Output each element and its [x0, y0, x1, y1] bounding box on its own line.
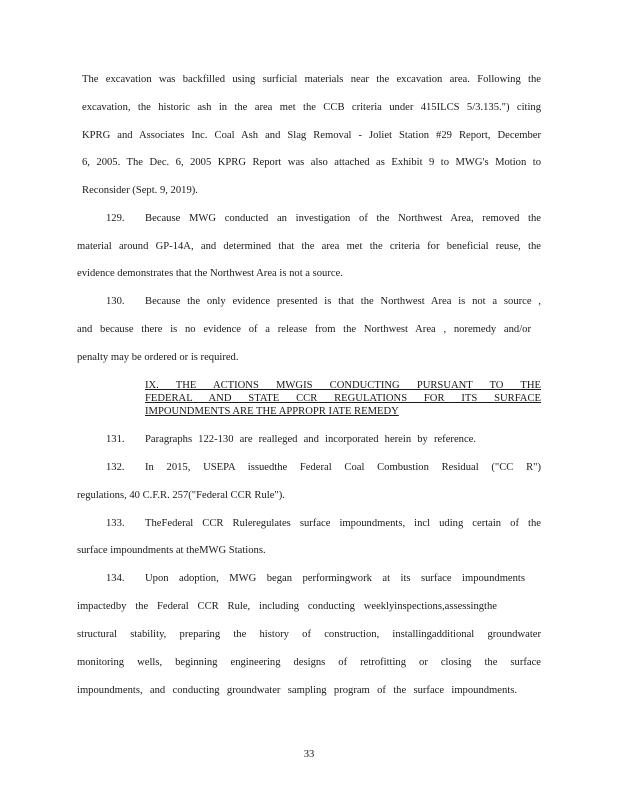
section-heading-line-3: IMPOUNDMENTS ARE THE APPROPR IATE REMEDY — [145, 406, 399, 417]
paragraph-134-line-3: structural stability, preparing the history of construction, installingadditional groundwater — [77, 629, 541, 640]
paragraph-133-line-1: TheFederal CCR Ruleregulates surface impoundments, incl uding certain of the — [145, 518, 541, 529]
paragraph-132-number: 132. — [106, 462, 125, 473]
paragraph-129-line-2: material around GP-14A, and determined that the area met the criteria for beneficial reuse, the — [77, 241, 541, 252]
paragraph-130-line-1: Because the only evidence presented is that the Northwest Area is not a source , — [145, 296, 541, 307]
paragraph-129-number: 129. — [106, 213, 125, 224]
paragraph-134-line-4: monitoring wells, beginning engineering designs of retrofitting or closing the surface — [77, 657, 541, 668]
paragraph-131-number: 131. — [106, 434, 125, 445]
paragraph-133-line-2: surface impoundments at theMWG Stations. — [77, 545, 266, 556]
paragraph-130-line-3: penalty may be ordered or is required. — [77, 352, 239, 363]
page-number: 33 — [303, 749, 315, 760]
paragraph-128-line-1: The excavation was backfilled using surficial materials near the excavation area. Following the — [82, 74, 541, 85]
section-heading-line-1: IX. THE ACTIONS MWGIS CONDUCTING PURSUANT TO THE — [145, 380, 541, 391]
paragraph-129-line-1: Because MWG conducted an investigation of the Northwest Area, removed the — [145, 213, 541, 224]
paragraph-132-line-2: regulations, 40 C.F.R. 257("Federal CCR Rule"). — [77, 490, 285, 501]
section-heading-line-2: FEDERAL AND STATE CCR REGULATIONS FOR ITS SURFACE — [145, 393, 541, 404]
paragraph-134-number: 134. — [106, 573, 125, 584]
paragraph-133-number: 133. — [106, 518, 125, 529]
paragraph-128-line-5: Reconsider (Sept. 9, 2019). — [82, 185, 198, 196]
paragraph-134-line-1: Upon adoption, MWG began performingwork at its surface impoundments — [145, 573, 525, 584]
paragraph-128-line-2: excavation, the historic ash in the area met the CCB criteria under 415ILCS 5/3.135.") citing — [82, 102, 541, 113]
paragraph-132-line-1: In 2015, USEPA issuedthe Federal Coal Combustion Residual ("CC R") — [145, 462, 541, 473]
paragraph-130-number: 130. — [106, 296, 125, 307]
paragraph-131-line-1: Paragraphs 122-130 are realleged and incorporated herein by reference. — [145, 434, 476, 445]
paragraph-129-line-3: evidence demonstrates that the Northwest Area is not a source. — [77, 268, 343, 279]
paragraph-134-line-5: impoundments, and conducting groundwater sampling program of the surface impoundments. — [77, 685, 517, 696]
paragraph-130-line-2: and because there is no evidence of a release from the Northwest Area , noremedy and/or — [77, 324, 531, 335]
paragraph-128-line-3: KPRG and Associates Inc. Coal Ash and Slag Removal - Joliet Station #29 Report, December — [82, 130, 541, 141]
paragraph-134-line-2: impactedby the Federal CCR Rule, including conducting weeklyinspections,assessingthe — [77, 601, 497, 612]
paragraph-128-line-4: 6, 2005. The Dec. 6, 2005 KPRG Report was also attached as Exhibit 9 to MWG's Motion to — [82, 157, 541, 168]
